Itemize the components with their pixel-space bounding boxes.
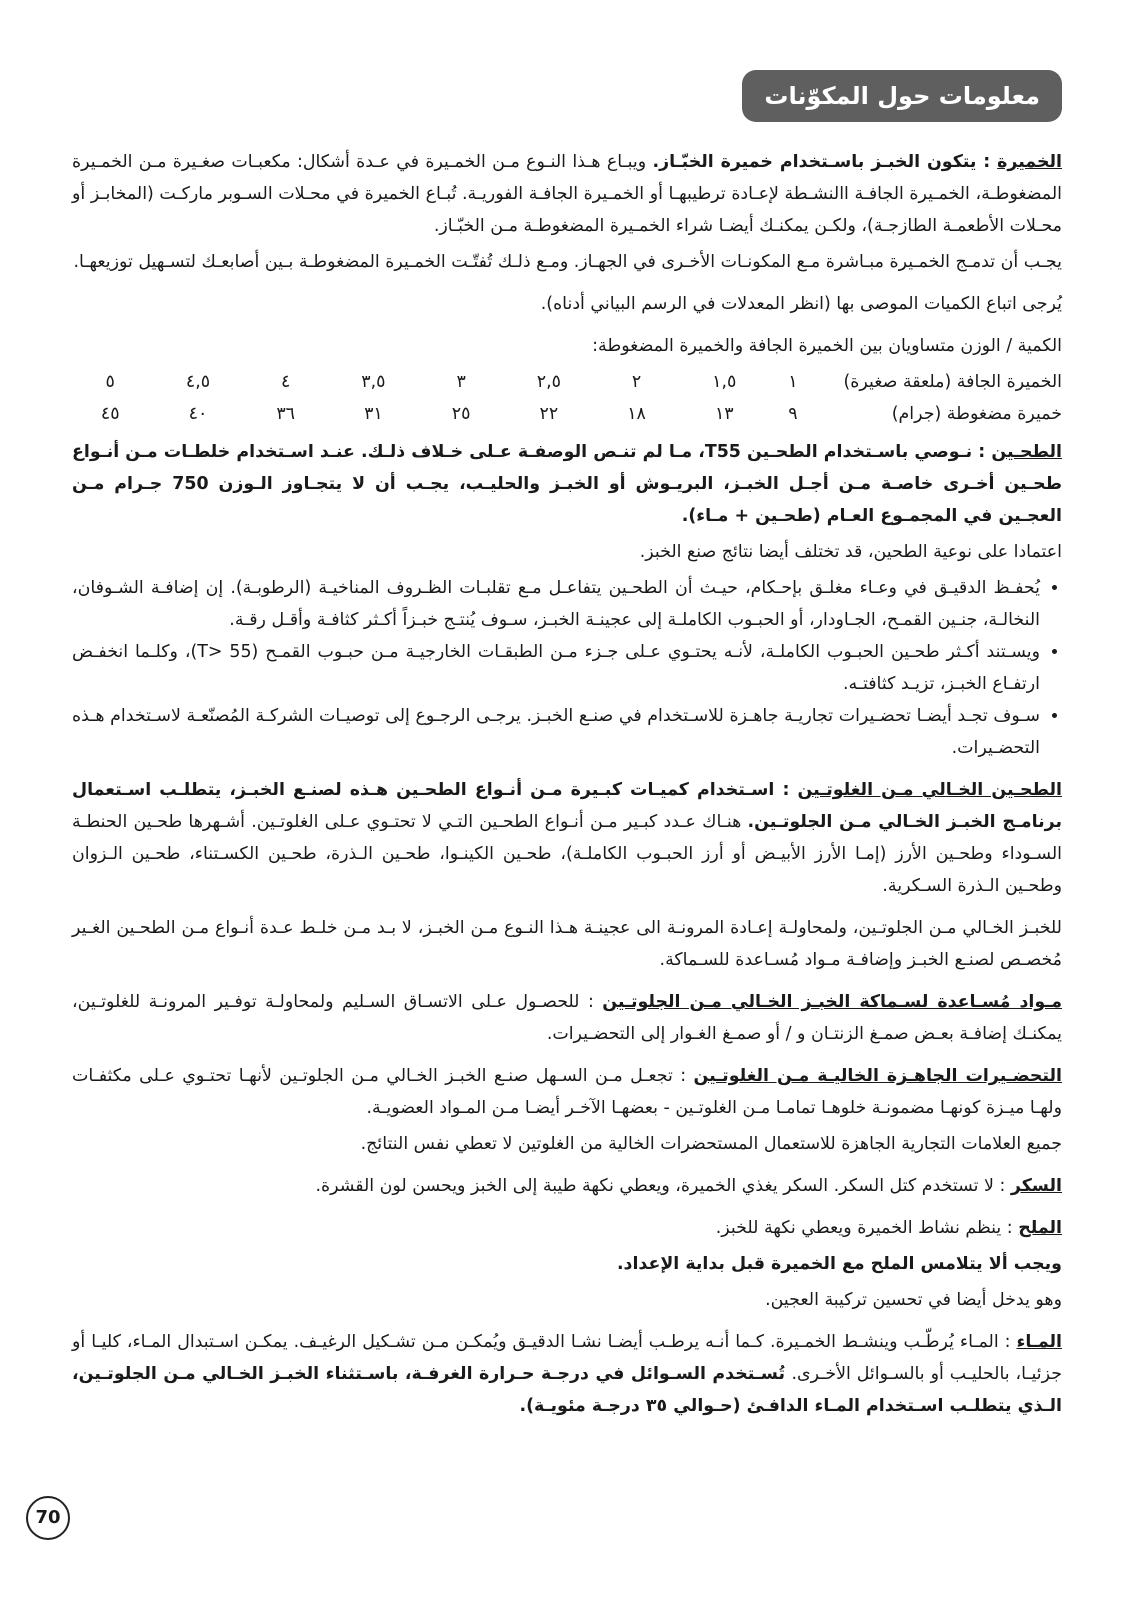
yeast-table-caption: الكمية / الوزن متساويان بين الخميرة الجافة والخميرة المضغوطة:	[592, 336, 1062, 356]
gluten-free-term: الطحـين الخـالي مـن الغلوتـين	[797, 780, 1062, 800]
table-cell: ٢,٥	[536, 372, 561, 392]
table-row	[72, 398, 1062, 430]
sugar-term: السكر	[1010, 1176, 1062, 1196]
thickeners-text: : للحصـول عـلى الاتسـاق السـليم ولمحاولـة توفـير المرونـة للغلوتـين، يمكنـك إضافـة بعـض صمـغ الزنتـان و / أو صمـغ الغـوار إلى التحضـيرات.	[72, 992, 1062, 1044]
ready-mixes-text-2: جميع العلامات التجارية الجاهزة للاستعمال المستحضرات الخالية من الغلوتين لا تعطي نفس النتائج.	[360, 1134, 1062, 1154]
water-paragraph	[72, 1326, 1062, 1422]
yeast-term: الخميرة	[997, 152, 1062, 172]
table-cell: ٣٦	[276, 404, 296, 424]
sugar-paragraph	[72, 1170, 1062, 1202]
thickeners-term: مـواد مُسـاعدة لسـماكة الخبـز الخـالي مـن الجلوتـين	[602, 992, 1062, 1012]
table-cell: ٢٥	[451, 404, 471, 424]
yeast-text-2: يجـب أن تدمـج الخمـيرة مبـاشرة مـع المكونـات الأخـرى في الجهـاز. ومـع ذلـك تُفتّـت الخمـيرة المضغوطـة بـين أصابعـك لتسـهيل توزيعهـا.	[73, 252, 1062, 272]
table-cell: ١	[788, 372, 798, 392]
salt-term: الملح	[1018, 1218, 1062, 1238]
yeast-lead: : يتكون الخبـز باسـتخدام خميرة الخبّـاز.	[652, 152, 998, 172]
yeast-text-1: ويبـاع هـذا النـوع مـن الخمـيرة في عـدة أشكال: مكعبـات صغـيرة مـن الخمـيرة المضغوطـة، الخمـيرة الجافـة االنشـطة لإعـادة ترطيبهـا أو الخمـيرة الجافـة الفوريـة. تُبـاع الخميرة في محـلات السـوبر ماركـت (المخابـز أو محـلات الأطعمـة الطازجـة)، ولكـن يمكنـك أيضـا شراء الخمـيرة المضغوطـة مـن الخبّـاز.	[72, 152, 1062, 236]
table-cell: ١,٥	[712, 372, 737, 392]
table-cell: ١٨	[627, 404, 646, 424]
table-cell: ٢	[631, 372, 642, 392]
table-cell: ٤	[281, 372, 291, 392]
page-title: معلومات حول المكوّنات	[742, 70, 1062, 122]
list-item: • ويسـتند أكـثر طحـين الحبـوب الكاملـة، لأنـه يحتـوي عـلى جـزء مـن الطبقـات الخارجيـة مـن حبـوب القمـح (T> 55)، وكلـما انخفـض ارتفـاع الخبـز، تزيـد كثافتـه.	[72, 636, 1040, 700]
water-bold-text: تُسـتخدم السـوائل في درجـة حـرارة الغرفـة، باسـتثناء الخبـز الخـالي مـن الجلوتـين، الـذي يتطلـب اسـتخدام المـاء الدافـئ (حـوالي ٣٥ درجـة مئويـة).	[72, 1364, 1062, 1416]
table-row-label: خميرة مضغوطة (جرام)	[891, 404, 1062, 424]
sugar-text: : لا تستخدم كتل السكر. السكر يغذي الخميرة، ويعطي نكهة طيبة إلى الخبز ويحسن لون القشرة.	[315, 1176, 1011, 1196]
table-row-label: الخميرة الجافة (ملعقة صغيرة)	[843, 372, 1062, 392]
salt-bold-text: ويجب ألا يتلامس الملح مع الخميرة قبل بداية الإعداد.	[616, 1254, 1062, 1274]
ready-mixes-paragraph	[72, 1060, 1062, 1124]
table-cell: ١٣	[714, 404, 734, 424]
ready-mixes-text-1: : تجعـل مـن السـهل صنـع الخبـز الخـالي مـن الجلوتـين لأنهـا تحتـوي عـلى مكثفـات ولهـا ميـزة كونهـا مضمونـة خلوهـا تمامـا مـن الغلوتـين - بعضهـا الآخـر أيضـا مـن المـواد العضويـة.	[72, 1066, 1062, 1118]
flour-paragraph	[72, 436, 1062, 532]
water-term: المـاء	[1016, 1332, 1062, 1352]
salt-text-1: : ينظم نشاط الخميرة ويعطي نكهة للخبز.	[715, 1218, 1019, 1238]
content	[72, 146, 1062, 1426]
gluten-free-paragraph	[72, 774, 1062, 902]
salt-paragraph	[72, 1212, 1062, 1244]
gluten-free-text-1: هنـاك عـدد كبـير مـن أنـواع الطحـين التـي لا تحتـوي عـلى الغلوتـين. أشـهرها طحـين الحنطـة السـوداء وطحـين الأرز (إمـا الأرز الأبيـض أو أرز الحبـوب الكاملـة)، طحـين الكينـوا، طحـين الـذرة، طحـين الكسـتناء، طحـين الـزوان وطحـين الـذرة السـكرية.	[72, 812, 1062, 896]
table-cell: ٣	[456, 372, 466, 392]
ready-mixes-term: التحضـيرات الجاهـزة الخاليـة مـن الغلوتـين	[693, 1066, 1062, 1086]
table-cell: ٥	[105, 372, 115, 392]
yeast-text-3: يُرجى اتباع الكميات الموصى بها (انظر المعدلات في الرسم البياني أدناه).	[540, 294, 1062, 314]
table-cell: ٩	[788, 404, 798, 424]
table-cell: ٣,٥	[361, 372, 386, 392]
gluten-free-bold-text: : اسـتخدام كميـات كبـيرة مـن أنـواع الطحـين هـذه لصنـع الخبـز، يتطلـب اسـتعمال برنامـج الخبـز الخـالي مـن الجلوتـين.	[72, 780, 1062, 832]
table-cell: ٤٠	[188, 404, 208, 424]
salt-text-2: وهو يدخل أيضا في تحسين تركيبة العجين.	[765, 1290, 1062, 1310]
list-item: • سـوف تجـد أيضـا تحضـيرات تجاريـة جاهـزة للاسـتخدام في صنـع الخبـز. يرجـى الرجـوع إلى توصيـات الشركـة المُصنّعـة لاسـتخدام هـذه التحضـيرات.	[72, 700, 1040, 764]
yeast-paragraph	[72, 146, 1062, 242]
water-text: : المـاء يُرطّـب وينشـط الخمـيرة. كـما أنـه يرطـب أيضـا نشـا الدقيـق ويُمكـن مـن تشـكيل الرغيـف. يمكـن اسـتبدال المـاء، كليـا أو جزئيـا، بالحليـب أو بالسـوائل الأخـرى.	[72, 1332, 1062, 1384]
table-cell: ٤٥	[100, 404, 120, 424]
table-cell: ٢٢	[539, 404, 559, 424]
flour-text-1: اعتمادا على نوعية الطحين، قد تختلف أيضا نتائج صنع الخبز.	[639, 542, 1062, 562]
flour-bold-text: : نـوصي باسـتخدام الطحـين T55، مـا لم تنـص الوصفـة عـلى خـلاف ذلـك. عنـد اسـتخدام خلطـات مـن أنـواع طحـين أخـرى خاصـة مـن أجـل الخبـز، البريـوش أو الخبـز والحليـب، يجـب أن لا يتجـاوز الـوزن 750 جـرام مـن العجـين في المجمـوع العـام (طحـين + مـاء).	[72, 442, 1062, 526]
list-item: • يُحفـظ الدقيـق في وعـاء مغلـق بإحـكام، حيـث أن الطحـين يتفاعـل مـع تقلبـات الظـروف المناخيـة (الرطوبـة). إن إضافـة الشـوفان، النخالـة، جنـين القمـح، الجـاودار، أو الحبـوب الكاملـة إلى عجينـة الخبـز، سـوف يُنتـج خبـزاً أكـثر كثافـة وأقـل رقـة.	[72, 572, 1040, 636]
flour-term: الطحـين	[991, 442, 1062, 462]
table-cell: ٣١	[364, 404, 383, 424]
page-number: 70	[26, 1496, 70, 1540]
gluten-free-text-2: للخبـز الخـالي مـن الجلوتـين، ولمحاولـة إعـادة المرونـة الى عجينـة هـذا النـوع مـن الخبـز، لا بـد مـن خلـط عـدة أنـواع مـن الطحـين الغـير مُخصـص لصنـع الخبـز وإضافـة مـواد مُسـاعدة للسـماكة.	[72, 918, 1062, 970]
table-row	[72, 366, 1062, 398]
flour-bullets	[72, 572, 1062, 764]
thickeners-paragraph	[72, 986, 1062, 1050]
yeast-table	[72, 366, 1062, 430]
table-cell: ٤,٥	[185, 372, 211, 392]
